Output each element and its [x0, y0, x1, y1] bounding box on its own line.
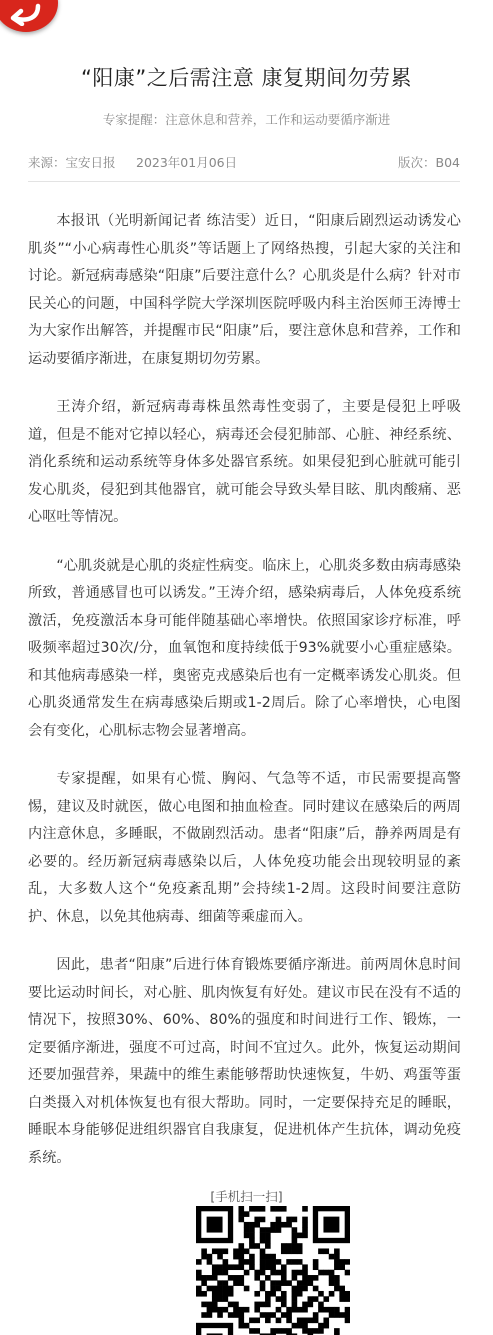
meta-divider	[28, 181, 460, 182]
back-arrow-icon	[8, 2, 42, 26]
back-button[interactable]	[0, 0, 58, 32]
article-paragraph: 因此，患者“阳康”后进行体育锻炼要循序渐进。前两周休息时间要比运动时间长，对心脏、肌肉恢复有好处。建议市民在没有不适的情况下，按照30%、60%、80%的强度和时间进行工作、锻炼，一定要循序渐进，强度不可过高，时间不宜过久。此外，恢复运动期间还要加强营养，果蔬中的维生素能够帮助快速恢复，牛奶、鸡蛋等蛋白类摄入对机体恢复也有很大帮助。同时，一定要保持充足的睡眠，睡眠本身能够促进组织器官自我康复，促进机体产生抗体，调动免疫系统。	[28, 957, 461, 1166]
article-paragraph: 本报讯（光明新闻记者 练洁雯）近日，“阳康后剧烈运动诱发心肌炎”“小心病毒性心肌炎”等话题上了网络热搜，引起大家的关注和讨论。新冠病毒感染“阳康”后要注意什么？心肌炎是什么病？针对市民关心的问题，中国科学院大学深圳医院呼吸内科主治医师王涛博士为大家作出解答，并提醒市民“阳康”后，要注意休息和营养，工作和运动要循序渐进，在康复期切勿劳累。	[28, 213, 461, 367]
article-source: 来源：宝安日报	[28, 155, 116, 170]
article-body	[28, 208, 461, 1193]
article-paragraph: 专家提醒，如果有心慌、胸闷、气急等不适，市民需要提高警惕，建议及时就医，做心电图和抽血检查。同时建议在感染后的两周内注意休息，多睡眠，不做剧烈活动。患者“阳康”后，静养两周是有必要的。经历新冠病毒感染以后，人体免疫功能会出现较明显的紊乱，大多数人这个“免疫紊乱期”会持续1-2周。这段时间要注意防护、休息，以免其他病毒、细菌等乘虚而入。	[28, 771, 461, 925]
article-meta	[28, 153, 460, 171]
qr-code-icon	[196, 1206, 350, 1335]
article-title: “阳康”之后需注意 康复期间勿劳累	[81, 66, 412, 90]
qr-label: [手机扫一扫]	[210, 1189, 283, 1204]
article-paragraph: 王涛介绍，新冠病毒毒株虽然毒性变弱了，主要是侵犯上呼吸道，但是不能对它掉以轻心，病毒还会侵犯肺部、心脏、神经系统、消化系统和运动系统等身体多处器官系统。如果侵犯到心脏就可能引发心肌炎，侵犯到其他器官，就可能会导致头晕目眩、肌肉酸痛、恶心呕吐等情况。	[28, 399, 461, 525]
article-edition: 版次：B04	[398, 155, 460, 170]
article-date: 2023年01月06日	[136, 155, 238, 170]
article-paragraph: “心肌炎就是心肌的炎症性病变。临床上，心肌炎多数由病毒感染所致，普通感冒也可以诱发。”王涛介绍，感染病毒后，人体免疫系统激活，免疫激活本身可能伴随基础心率增快。依照国家诊疗标准，呼吸频率超过30次/分，血氧饱和度持续低于93%就要小心重症感染。和其他病毒感染一样，奥密克戎感染后也有一定概率诱发心肌炎。但心肌炎通常发生在病毒感染后期或1-2周后。除了心率增快，心电图会有变化，心肌标志物会显著增高。	[28, 557, 461, 739]
article-subtitle: 专家提醒：注意休息和营养，工作和运动要循序渐进	[102, 112, 391, 127]
